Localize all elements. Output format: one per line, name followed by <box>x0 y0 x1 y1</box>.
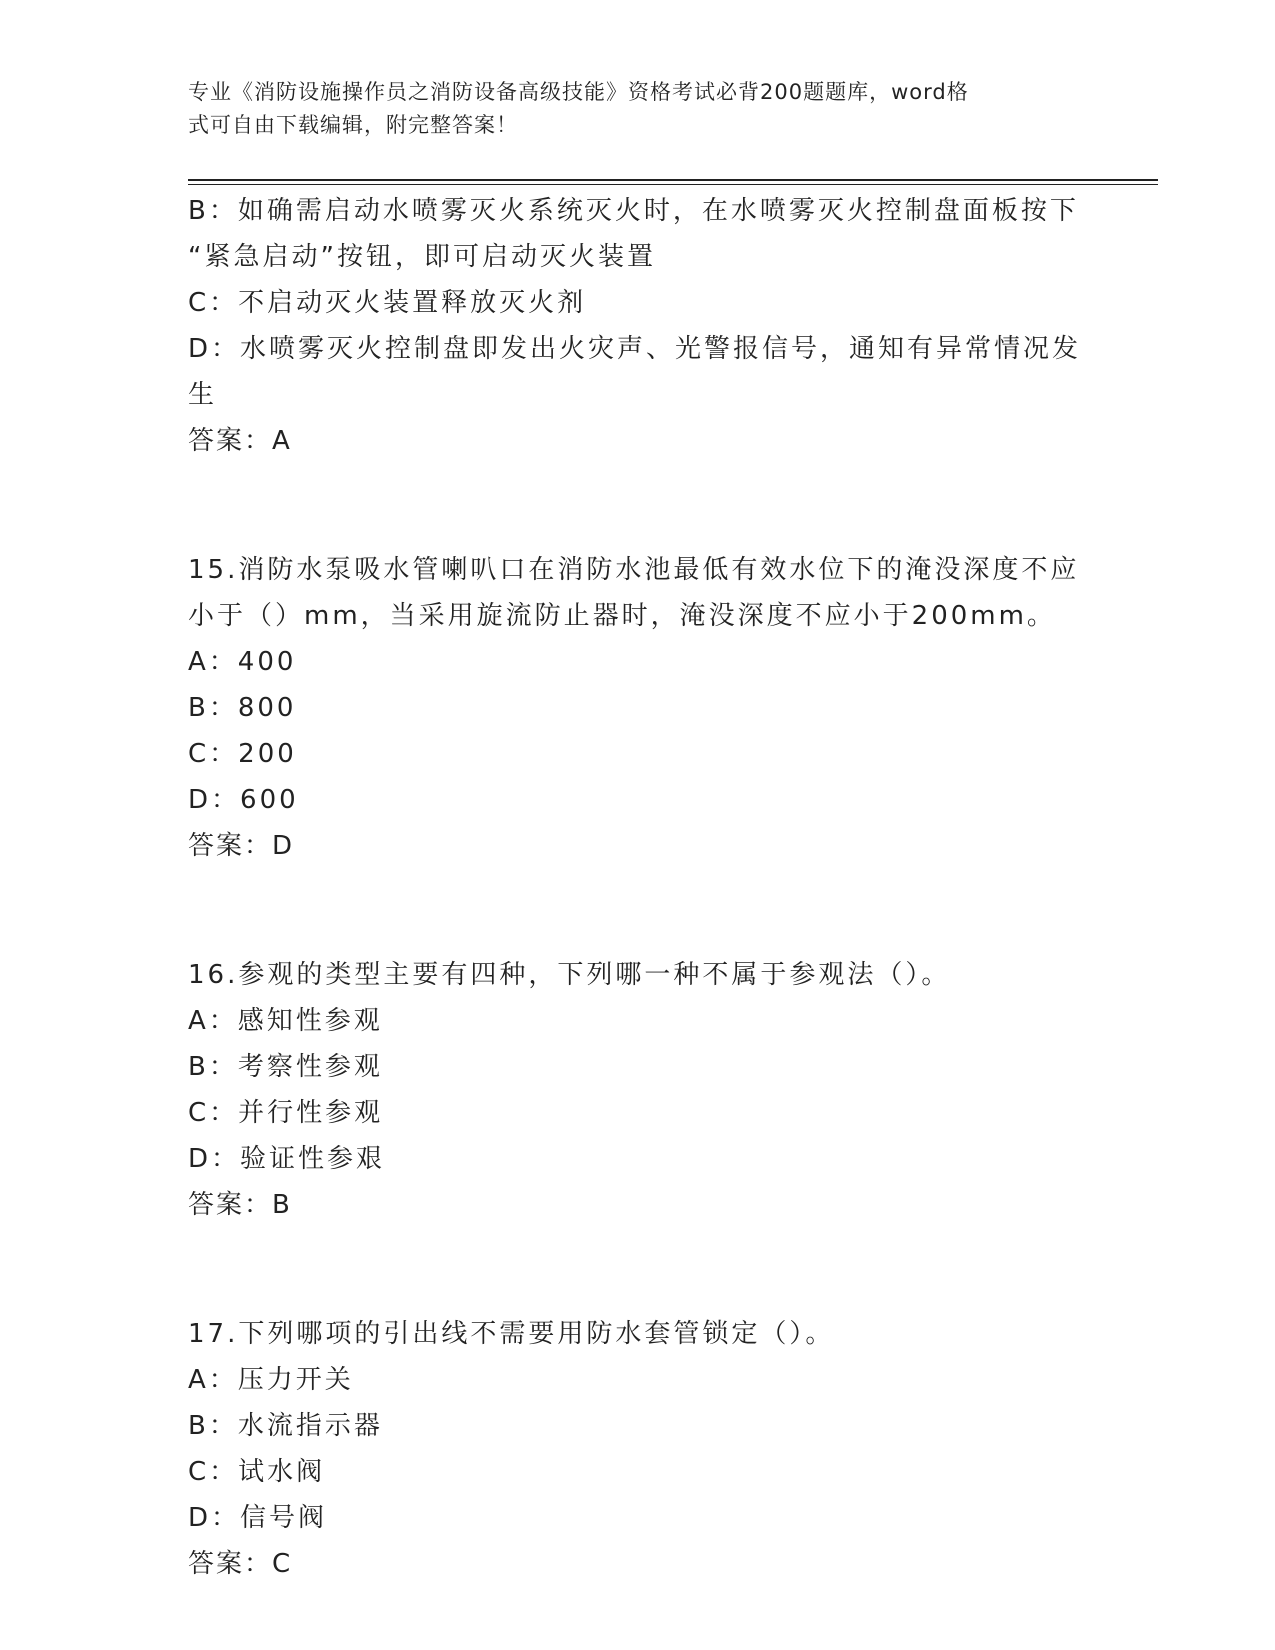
option-d: D：水喷雾灭火控制盘即发出火灾声、光警报信号，通知有异常情况发 <box>188 334 1082 364</box>
question-stem: 17.下列哪项的引出线不需要用防水套管锁定（）。 <box>188 1319 835 1349</box>
header-line-1: 专业《消防设施操作员之消防设备高级技能》资格考试必背200题题库，word格 <box>188 80 969 104</box>
option-c: C：不启动灭火装置释放灭火剂 <box>188 288 587 318</box>
document-header <box>188 76 1068 142</box>
option-a: A：400 <box>188 647 297 677</box>
answer-line: 答案：A <box>188 426 292 456</box>
header-rule-thick <box>188 179 1158 181</box>
question-17 <box>188 1311 1088 1587</box>
answer-line: 答案：B <box>188 1190 292 1220</box>
option-c: C：试水阀 <box>188 1457 326 1487</box>
answer-line: 答案：D <box>188 831 295 861</box>
option-a: A：压力开关 <box>188 1365 354 1395</box>
option-d: D：信号阀 <box>188 1503 328 1533</box>
prev-question-block <box>188 188 1088 464</box>
header-line-2: 式可自由下载编辑，附完整答案！ <box>188 113 518 137</box>
option-b-continued: “紧急启动”按钮，即可启动灭火装置 <box>188 242 656 272</box>
question-stem: 16.参观的类型主要有四种，下列哪一种不属于参观法（）。 <box>188 960 951 990</box>
question-16 <box>188 952 1088 1228</box>
option-b: B：800 <box>188 693 297 723</box>
question-15 <box>188 547 1088 869</box>
option-b: B：水流指示器 <box>188 1411 383 1441</box>
answer-line: 答案：C <box>188 1549 293 1579</box>
header-rule-thin <box>188 184 1158 185</box>
option-c: C：并行性参观 <box>188 1098 384 1128</box>
question-stem-line-1: 15.消防水泵吸水管喇叭口在消防水池最低有效水位下的淹没深度不应 <box>188 555 1080 585</box>
option-b: B：考察性参观 <box>188 1052 383 1082</box>
option-d-continued: 生 <box>188 380 218 410</box>
option-c: C：200 <box>188 739 297 769</box>
option-b: B：如确需启动水喷雾灭火系统灭火时，在水喷雾灭火控制盘面板按下 <box>188 196 1079 226</box>
option-a: A：感知性参观 <box>188 1006 383 1036</box>
option-d: D：验证性参艰 <box>188 1144 386 1174</box>
question-stem-line-2: 小于（）mm，当采用旋流防止器时，淹没深度不应小于200mm。 <box>188 601 1056 631</box>
option-d: D：600 <box>188 785 299 815</box>
question-list <box>188 188 1088 1587</box>
